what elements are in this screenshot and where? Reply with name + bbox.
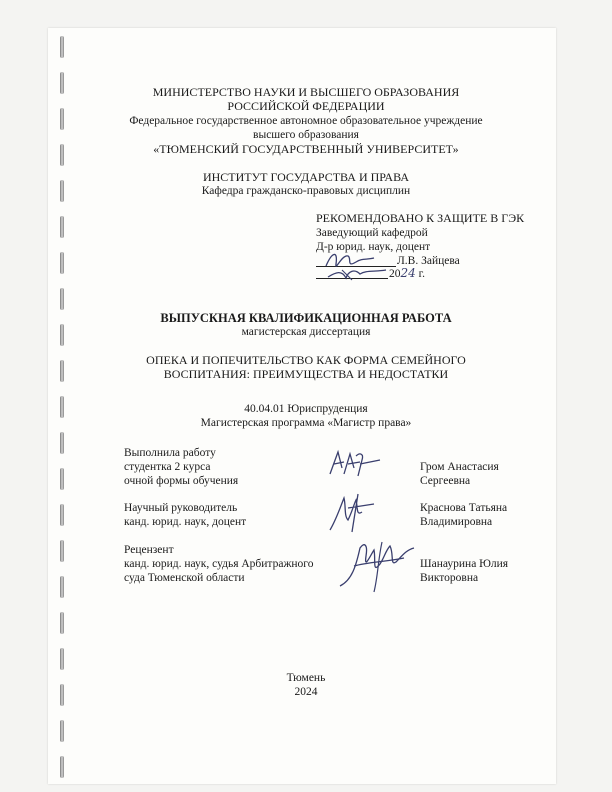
thesis-title-line2: ВОСПИТАНИЯ: ПРЕИМУЩЕСТВА И НЕДОСТАТКИ [163,367,449,381]
federation-line: РОССИЙСКОЙ ФЕДЕРАЦИИ [227,99,385,113]
supervisor-degree: канд. юрид. наук, доцент [124,516,247,528]
education-line: высшего образования [253,129,359,141]
author-course: студентка 2 курса [124,461,211,473]
supervisor-signature [322,490,382,534]
reviewer-name-second: Викторовна [420,572,479,584]
approval-date: 2024 г. [389,266,425,280]
author-signature [326,448,386,478]
thesis-title-line1: ОПЕКА И ПОПЕЧИТЕЛЬСТВО КАК ФОРМА СЕМЕЙНОГО [146,353,466,367]
reviewer-position: канд. юрид. наук, судья Арбитражного [124,558,314,570]
ministry-line: МИНИСТЕРСТВО НАУКИ И ВЫСШЕГО ОБРАЗОВАНИЯ [152,85,460,99]
supervisor-name-second: Владимировна [420,516,493,528]
author-name-second: Сергеевна [420,475,471,487]
specialty-code: 40.04.01 Юриспруденция [244,403,368,415]
institute-name: ИНСТИТУТ ГОСУДАРСТВА И ПРАВА [202,170,410,184]
program-name: Магистерская программа «Магистр права» [200,417,412,429]
year: 2024 [294,686,318,698]
author-name-first: Гром Анастасия [420,461,499,473]
supervisor-name-first: Краснова Татьяна [420,502,508,514]
supervisor-role: Научный руководитель [124,502,238,514]
work-subtype: магистерская диссертация [241,326,371,338]
work-type: ВЫПУСКНАЯ КВАЛИФИКАЦИОННАЯ РАБОТА [160,311,452,325]
approval-degree: Д-р юрид. наук, доцент [316,241,431,253]
department-name: Кафедра гражданско-правовых дисциплин [201,185,411,197]
author-form: очной формы обучения [124,475,239,487]
handwritten-year: 24 [400,266,416,280]
reviewer-name-first: Шанаурина Юлия [420,558,509,570]
approval-name: Л.В. Зайцева [397,255,460,267]
university-name: «ТЮМЕНСКИЙ ГОСУДАРСТВЕННЫЙ УНИВЕРСИТЕТ» [153,142,459,156]
head-signature [322,244,392,282]
approval-role: Заведующий кафедрой [316,227,428,239]
reviewer-signature [334,536,418,594]
city: Тюмень [286,672,326,684]
author-role: Выполнила работу [124,447,216,459]
institution-type-line: Федеральное государственное автономное образовательное учреждение [129,115,483,127]
reviewer-role: Рецензент [124,544,174,556]
reviewer-court: суда Тюменской области [124,572,245,584]
approval-title: РЕКОМЕНДОВАНО К ЗАЩИТЕ В ГЭК [316,211,525,225]
